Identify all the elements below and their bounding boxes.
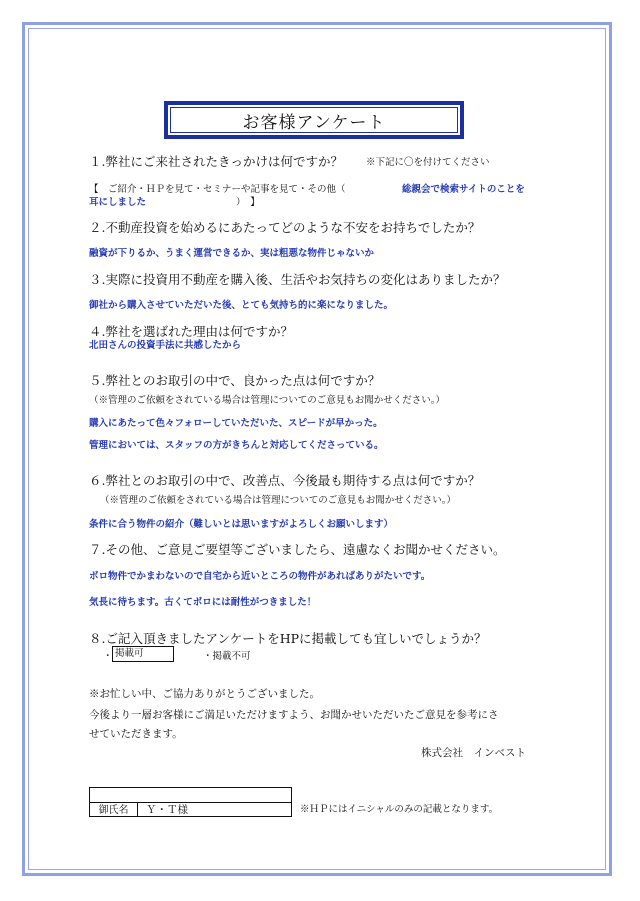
customer-name-table [89,787,292,817]
initials-note: ※ＨＰにはイニシャルのみの記載となります。 [300,804,499,815]
q1-answer-line2: 耳にしました [89,197,147,208]
q6-question: ６.弊社とのお取引の中で、改善点、今後最も期待する点は何ですか？ [89,473,481,488]
customer-name-value: Ｙ・Ｔ様 [138,802,291,817]
q1-options-close: ） 】 [236,197,260,208]
q4-answer: 北田さんの投資手法に共感したから [89,340,242,351]
q8-question: ８.ご記入頂きましたアンケートをHPに掲載しても宜しいでしょうか？ [89,631,487,646]
q4-question: ４.弊社を選ばれた理由は何ですか？ [89,324,293,339]
q5-note: （※管理のご依頼をされている場合は管理についてのご意見もお聞かせください。） [89,395,446,406]
closing-body-1: 今後より一層お客様にご満足いただけますよう、お聞かせいただいたご意見を参考にさ [89,709,499,721]
q8-bullet: ・ [103,651,113,662]
q3-answer: 御社から購入させていただいた後、とても気持ち的に楽になりました。 [89,300,394,311]
q5-question: ５.弊社とのお取引の中で、良かった点は何ですか？ [89,373,381,388]
company-name: 株式会社 インベスト [421,747,526,759]
q1-question: １.弊社にご来社されたきっかけは何ですか？ [89,154,343,169]
q6-note: （※管理のご依頼をされている場合は管理についてのご意見もお聞かせください。） [100,495,457,506]
survey-title-box [164,101,464,139]
q7-question: ７.その他、ご意見ご要望等ございましたら、遠慮なくお聞かせください。 [89,542,506,557]
q7-answer-1: ボロ物件でかまわないので自宅から近いところの物件があればありがたいです。 [89,571,431,582]
closing-thanks: ※お忙しい中、ご協力ありがとうございました。 [89,688,320,700]
q6-answer: 条件に合う物件の紹介（難しいとは思いますがよろしくお願いします） [89,519,394,530]
q2-question: ２.不動産投資を始めるにあたってどのような不安をお持ちでしたか？ [89,220,481,235]
survey-title: お客様アンケート [170,107,458,133]
closing-body-2: せていただきます。 [89,728,183,740]
q7-answer-2: 気長に待ちます。古くてボロには耐性がつきました！ [89,597,317,608]
q1-note: ※下記に〇を付けてください [366,157,490,168]
customer-name-label: 御氏名 [90,802,138,817]
q1-answer-line1: 総親会で検索サイトのことを [402,184,525,195]
q5-answer-1: 購入にあたって色々フォローしていただいた、スピードが早かった。 [89,418,383,429]
q8-option-publish-ok[interactable]: 掲載可 [112,646,174,662]
q3-question: ３.実際に投資用不動産を購入後、生活やお気持ちの変化はありましたか？ [89,272,506,287]
q1-options: 【 ご紹介・ＨＰを見て・セミナーや記事を見て・その他（ [89,184,346,195]
q8-option-publish-ng[interactable]: ・掲載不可 [203,651,251,662]
q5-answer-2: 管理においては、スタッフの方がきちんと対応してくださっている。 [89,440,384,451]
q2-answer: 融資が下りるか、うまく運営できるか、実は粗悪な物件じゃないか [89,248,375,259]
